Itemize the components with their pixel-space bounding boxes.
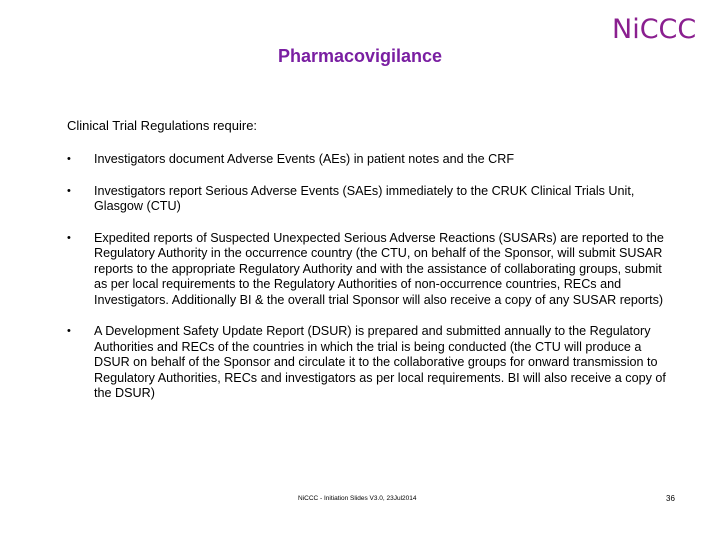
slide-title: Pharmacovigilance (277, 46, 443, 66)
bullet-text: Expedited reports of Suspected Unexpected Serious Adverse Reactions (SUSARs) are reported to the Regulatory Authority in the occurrence country (the CTU, on behalf of the Sponsor, will submit SUSAR reports to the appropriate Regulatory Authority and with the assistance of collaborating groups, submit as per local requirements to the Regulatory Authorities of non-occurrence countries, RECs and Investigators. Additionally BI & the overall trial Sponsor will also receive a copy of any SUSAR reports) (94, 230, 664, 307)
bullet-text: A Development Safety Update Report (DSUR) is prepared and submitted annually to the Regulatory Authorities and RECs of the countries in which the trial is being conducted (the CTU will produce a DSUR on behalf of the Sponsor and circulate it to the collaborative groups for onward transmission to Regulatory Authorities, RECs and investigators as per local requirements. BI will also receive a copy of the DSUR) (94, 324, 666, 400)
bullet-icon: • (67, 325, 71, 337)
page-number: 36 (666, 494, 675, 503)
bullet-list (67, 152, 677, 418)
bullet-icon: • (67, 231, 71, 244)
bullet-item (67, 152, 677, 168)
niccc-logo: NiCCC (612, 14, 697, 45)
footer-text: NiCCC - Initiation Slides V3.0, 23Jul2014 (298, 495, 417, 502)
bullet-icon: • (67, 153, 71, 165)
bullet-item (67, 231, 677, 309)
bullet-item (67, 184, 677, 215)
intro-text: Clinical Trial Regulations require: (67, 118, 258, 133)
bullet-item (67, 324, 677, 402)
bullet-icon: • (67, 184, 71, 197)
bullet-text: Investigators report Serious Adverse Events (SAEs) immediately to the CRUK Clinical Trials Unit, Glasgow (CTU) (94, 183, 635, 213)
bullet-text: Investigators document Adverse Events (AEs) in patient notes and the CRF (94, 152, 515, 166)
